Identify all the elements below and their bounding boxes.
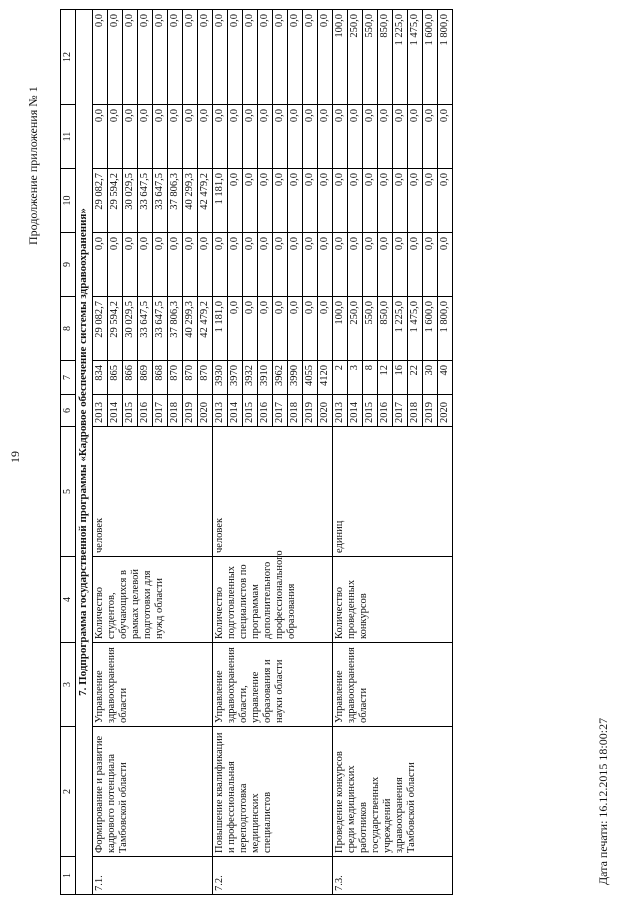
federal-budget: 0,0 <box>228 233 243 297</box>
local-budget: 0,0 <box>153 105 168 169</box>
column-number: 5 <box>61 427 76 557</box>
local-budget: 0,0 <box>273 105 288 169</box>
year-cell: 2014 <box>108 395 123 427</box>
total-cost: 0,0 <box>273 297 288 361</box>
regional-budget: 1 181,0 <box>213 169 228 233</box>
total-cost: 0,0 <box>228 297 243 361</box>
regional-budget: 37 806,3 <box>168 169 183 233</box>
indicator-value: 40 <box>438 361 453 395</box>
item-number: 7.1. <box>93 857 213 895</box>
extra-budget: 0,0 <box>273 10 288 105</box>
indicator-name: Количество проведенных конкурсов <box>333 557 453 643</box>
local-budget: 0,0 <box>138 105 153 169</box>
extra-budget: 550,0 <box>363 10 378 105</box>
column-number: 10 <box>61 169 76 233</box>
regional-budget: 0,0 <box>228 169 243 233</box>
federal-budget: 0,0 <box>303 233 318 297</box>
local-budget: 0,0 <box>318 105 333 169</box>
federal-budget: 0,0 <box>438 233 453 297</box>
total-cost: 550,0 <box>363 297 378 361</box>
year-cell: 2018 <box>408 395 423 427</box>
federal-budget: 0,0 <box>423 233 438 297</box>
total-cost: 29 594,2 <box>108 297 123 361</box>
regional-budget: 40 299,3 <box>183 169 198 233</box>
year-cell: 2020 <box>198 395 213 427</box>
federal-budget: 0,0 <box>348 233 363 297</box>
extra-budget: 0,0 <box>93 10 108 105</box>
total-cost: 1 225,0 <box>393 297 408 361</box>
indicator-value: 870 <box>198 361 213 395</box>
year-cell: 2020 <box>438 395 453 427</box>
extra-budget: 0,0 <box>183 10 198 105</box>
federal-budget: 0,0 <box>213 233 228 297</box>
extra-budget: 1 225,0 <box>393 10 408 105</box>
extra-budget: 1 800,0 <box>438 10 453 105</box>
indicator-value: 3930 <box>213 361 228 395</box>
local-budget: 0,0 <box>408 105 423 169</box>
year-cell: 2013 <box>93 395 108 427</box>
column-number: 6 <box>61 395 76 427</box>
indicator-value: 16 <box>393 361 408 395</box>
regional-budget: 0,0 <box>378 169 393 233</box>
federal-budget: 0,0 <box>393 233 408 297</box>
total-cost: 1 800,0 <box>438 297 453 361</box>
local-budget: 0,0 <box>183 105 198 169</box>
total-cost: 1 600,0 <box>423 297 438 361</box>
local-budget: 0,0 <box>168 105 183 169</box>
regional-budget: 33 647,5 <box>138 169 153 233</box>
total-cost: 0,0 <box>303 297 318 361</box>
regional-budget: 29 594,2 <box>108 169 123 233</box>
regional-budget: 0,0 <box>243 169 258 233</box>
year-cell: 2017 <box>273 395 288 427</box>
regional-budget: 42 479,2 <box>198 169 213 233</box>
total-cost: 0,0 <box>318 297 333 361</box>
indicator-value: 3962 <box>273 361 288 395</box>
total-cost: 40 299,3 <box>183 297 198 361</box>
year-cell: 2016 <box>138 395 153 427</box>
regional-budget: 33 647,5 <box>153 169 168 233</box>
year-cell: 2018 <box>168 395 183 427</box>
table-row <box>213 10 228 895</box>
total-cost: 100,0 <box>333 297 348 361</box>
local-budget: 0,0 <box>93 105 108 169</box>
local-budget: 0,0 <box>393 105 408 169</box>
regional-budget: 0,0 <box>423 169 438 233</box>
total-cost: 37 806,3 <box>168 297 183 361</box>
regional-budget: 0,0 <box>288 169 303 233</box>
federal-budget: 0,0 <box>378 233 393 297</box>
year-cell: 2016 <box>258 395 273 427</box>
unit-of-measure: человек <box>213 427 333 557</box>
federal-budget: 0,0 <box>258 233 273 297</box>
indicator-value: 12 <box>378 361 393 395</box>
indicator-value: 870 <box>183 361 198 395</box>
continuation-note: Продолжение приложения № 1 <box>26 86 40 245</box>
unit-of-measure: человек <box>93 427 213 557</box>
extra-budget: 1 600,0 <box>423 10 438 105</box>
year-cell: 2015 <box>363 395 378 427</box>
local-budget: 0,0 <box>123 105 138 169</box>
extra-budget: 0,0 <box>228 10 243 105</box>
table-row <box>93 10 108 895</box>
regional-budget: 30 029,5 <box>123 169 138 233</box>
regional-budget: 0,0 <box>273 169 288 233</box>
year-cell: 2014 <box>228 395 243 427</box>
local-budget: 0,0 <box>303 105 318 169</box>
year-cell: 2016 <box>378 395 393 427</box>
extra-budget: 0,0 <box>258 10 273 105</box>
local-budget: 0,0 <box>243 105 258 169</box>
regional-budget: 0,0 <box>438 169 453 233</box>
total-cost: 0,0 <box>288 297 303 361</box>
indicator-value: 3910 <box>258 361 273 395</box>
year-cell: 2018 <box>288 395 303 427</box>
extra-budget: 0,0 <box>108 10 123 105</box>
federal-budget: 0,0 <box>243 233 258 297</box>
indicator-value: 834 <box>93 361 108 395</box>
item-number: 7.3. <box>333 857 453 895</box>
indicator-value: 3970 <box>228 361 243 395</box>
federal-budget: 0,0 <box>168 233 183 297</box>
indicator-value: 865 <box>108 361 123 395</box>
indicator-value: 4120 <box>318 361 333 395</box>
federal-budget: 0,0 <box>108 233 123 297</box>
federal-budget: 0,0 <box>408 233 423 297</box>
total-cost: 42 479,2 <box>198 297 213 361</box>
column-number: 8 <box>61 297 76 361</box>
measure-name: Повышение квалификации и профессиональная переподготовка медицинских специалистов <box>213 727 333 857</box>
indicator-value: 22 <box>408 361 423 395</box>
year-cell: 2013 <box>213 395 228 427</box>
regional-budget: 0,0 <box>348 169 363 233</box>
extra-budget: 850,0 <box>378 10 393 105</box>
extra-budget: 0,0 <box>318 10 333 105</box>
regional-budget: 0,0 <box>393 169 408 233</box>
total-cost: 30 029,5 <box>123 297 138 361</box>
measure-name: Проведение конкурсов среди медицинских работников государственных учреждений здравоохранения Тамбовской области <box>333 727 453 857</box>
indicator-value: 2 <box>333 361 348 395</box>
year-cell: 2013 <box>333 395 348 427</box>
extra-budget: 0,0 <box>303 10 318 105</box>
year-cell: 2017 <box>393 395 408 427</box>
extra-budget: 0,0 <box>168 10 183 105</box>
item-number: 7.2. <box>213 857 333 895</box>
total-cost: 29 082,7 <box>93 297 108 361</box>
extra-budget: 0,0 <box>153 10 168 105</box>
extra-budget: 0,0 <box>198 10 213 105</box>
print-date: Дата печати: 16.12.2015 18:00:27 <box>596 717 610 885</box>
column-number: 12 <box>61 10 76 105</box>
indicator-value: 3990 <box>288 361 303 395</box>
year-cell: 2020 <box>318 395 333 427</box>
federal-budget: 0,0 <box>138 233 153 297</box>
total-cost: 1 181,0 <box>213 297 228 361</box>
extra-budget: 0,0 <box>138 10 153 105</box>
local-budget: 0,0 <box>348 105 363 169</box>
indicator-value: 868 <box>153 361 168 395</box>
indicator-value: 4055 <box>303 361 318 395</box>
extra-budget: 0,0 <box>123 10 138 105</box>
local-budget: 0,0 <box>288 105 303 169</box>
column-number: 9 <box>61 233 76 297</box>
year-cell: 2019 <box>183 395 198 427</box>
total-cost: 33 647,5 <box>138 297 153 361</box>
measure-name: Формирование и развитие кадрового потенциала Тамбовской области <box>93 727 213 857</box>
indicator-name: Количество студентов, обучающихся в рамках целевой подготовки для нужд области <box>93 557 213 643</box>
program-table <box>60 9 453 895</box>
year-cell: 2019 <box>303 395 318 427</box>
unit-of-measure: единиц <box>333 427 453 557</box>
column-number: 1 <box>61 857 76 895</box>
indicator-value: 3 <box>348 361 363 395</box>
local-budget: 0,0 <box>363 105 378 169</box>
total-cost: 0,0 <box>258 297 273 361</box>
local-budget: 0,0 <box>378 105 393 169</box>
local-budget: 0,0 <box>108 105 123 169</box>
indicator-name: Количество подготовленных специалистов по программам дополнительного профессионального образования <box>213 557 333 643</box>
indicator-value: 866 <box>123 361 138 395</box>
indicator-value: 869 <box>138 361 153 395</box>
extra-budget: 1 475,0 <box>408 10 423 105</box>
extra-budget: 250,0 <box>348 10 363 105</box>
local-budget: 0,0 <box>423 105 438 169</box>
responsible-executor: Управление здравоохранения области <box>333 643 453 727</box>
federal-budget: 0,0 <box>288 233 303 297</box>
federal-budget: 0,0 <box>153 233 168 297</box>
indicator-value: 8 <box>363 361 378 395</box>
indicator-value: 870 <box>168 361 183 395</box>
column-number: 2 <box>61 727 76 857</box>
section-title: 7. Подпрограмма государственной программы «Кадровое обеспечение системы здравоохранения» <box>76 10 93 895</box>
federal-budget: 0,0 <box>183 233 198 297</box>
regional-budget: 0,0 <box>408 169 423 233</box>
regional-budget: 0,0 <box>333 169 348 233</box>
column-number: 4 <box>61 557 76 643</box>
table-row <box>333 10 348 895</box>
local-budget: 0,0 <box>438 105 453 169</box>
federal-budget: 0,0 <box>93 233 108 297</box>
indicator-value: 30 <box>423 361 438 395</box>
federal-budget: 0,0 <box>123 233 138 297</box>
year-cell: 2015 <box>123 395 138 427</box>
local-budget: 0,0 <box>198 105 213 169</box>
regional-budget: 0,0 <box>363 169 378 233</box>
year-cell: 2014 <box>348 395 363 427</box>
section-title-row <box>76 10 93 895</box>
regional-budget: 0,0 <box>303 169 318 233</box>
federal-budget: 0,0 <box>318 233 333 297</box>
federal-budget: 0,0 <box>273 233 288 297</box>
year-cell: 2017 <box>153 395 168 427</box>
federal-budget: 0,0 <box>198 233 213 297</box>
regional-budget: 0,0 <box>258 169 273 233</box>
year-cell: 2019 <box>423 395 438 427</box>
column-number: 11 <box>61 105 76 169</box>
total-cost: 33 647,5 <box>153 297 168 361</box>
column-number: 7 <box>61 361 76 395</box>
total-cost: 1 475,0 <box>408 297 423 361</box>
page-number: 19 <box>8 451 22 463</box>
column-number-row <box>61 10 76 895</box>
extra-budget: 100,0 <box>333 10 348 105</box>
responsible-executor: Управление здравоохранения области <box>93 643 213 727</box>
local-budget: 0,0 <box>258 105 273 169</box>
responsible-executor: Управление здравоохранения области, управление образования и науки области <box>213 643 333 727</box>
column-number: 3 <box>61 643 76 727</box>
extra-budget: 0,0 <box>288 10 303 105</box>
total-cost: 0,0 <box>243 297 258 361</box>
extra-budget: 0,0 <box>213 10 228 105</box>
federal-budget: 0,0 <box>333 233 348 297</box>
extra-budget: 0,0 <box>243 10 258 105</box>
local-budget: 0,0 <box>228 105 243 169</box>
regional-budget: 29 082,7 <box>93 169 108 233</box>
total-cost: 850,0 <box>378 297 393 361</box>
year-cell: 2015 <box>243 395 258 427</box>
local-budget: 0,0 <box>213 105 228 169</box>
regional-budget: 0,0 <box>318 169 333 233</box>
local-budget: 0,0 <box>333 105 348 169</box>
indicator-value: 3932 <box>243 361 258 395</box>
federal-budget: 0,0 <box>363 233 378 297</box>
total-cost: 250,0 <box>348 297 363 361</box>
